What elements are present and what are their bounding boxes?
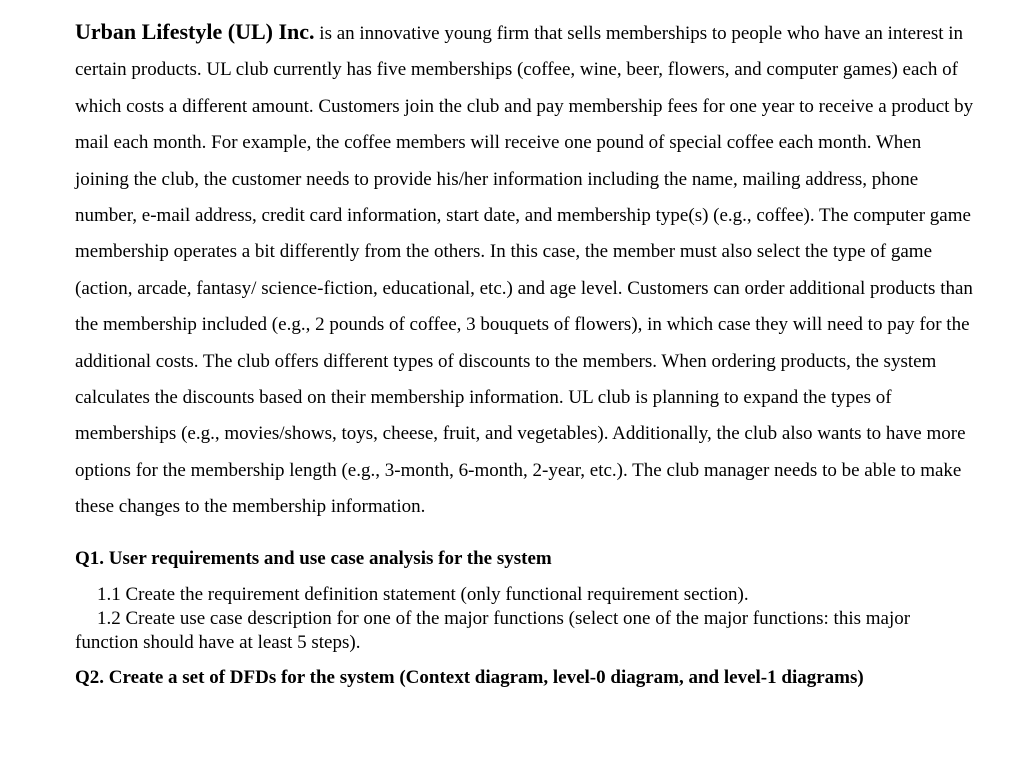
company-name: Urban Lifestyle (UL) Inc. xyxy=(75,19,315,44)
q1-item-1-text: 1.1 Create the requirement definition statement (only functional requirement section). xyxy=(97,583,749,605)
q2-heading: Q2. Create a set of DFDs for the system (Context diagram, level-0 diagram, and level-1 diagrams) xyxy=(75,666,864,688)
q1-item-2 xyxy=(75,607,974,655)
q1-item-list xyxy=(75,583,974,655)
intro-paragraph xyxy=(75,14,974,526)
q1-item-1 xyxy=(75,583,974,607)
q1-item-2-text: 1.2 Create use case description for one of the major functions (select one of the major functions: this major function should have at least 5 steps). xyxy=(75,607,911,653)
intro-text: is an innovative young firm that sells memberships to people who have an interest in certain products. UL club currently has five memberships (coffee, wine, beer, flowers, and computer games) each of which costs a different amount. Customers join the club and pay membership fees for one year to receive a product by mail each month. For example, the coffee members will receive one pound of special coffee each month. When joining the club, the customer needs to provide his/her information including the name, mailing address, phone number, e-mail address, credit card information, start date, and membership type(s) (e.g., coffee). The computer game membership operates a bit differently from the others. In this case, the member must also select the type of game (action, arcade, fantasy/ science-fiction, educational, etc.) and age level. Customers can order additional products than the membership included (e.g., 2 pounds of coffee, 3 bouquets of flowers), in which case they will need to pay for the additional costs. The club offers different types of discounts to the members. When ordering products, the system calculates the discounts based on their membership information. UL club is planning to expand the types of memberships (e.g., movies/shows, toys, cheese, fruit, and vegetables). Additionally, the club also wants to have more options for the membership length (e.g., 3-month, 6-month, 2-year, etc.). The club manager needs to be able to make these changes to the membership information. xyxy=(75,23,974,518)
q1-heading: Q1. User requirements and use case analysis for the system xyxy=(75,547,552,569)
